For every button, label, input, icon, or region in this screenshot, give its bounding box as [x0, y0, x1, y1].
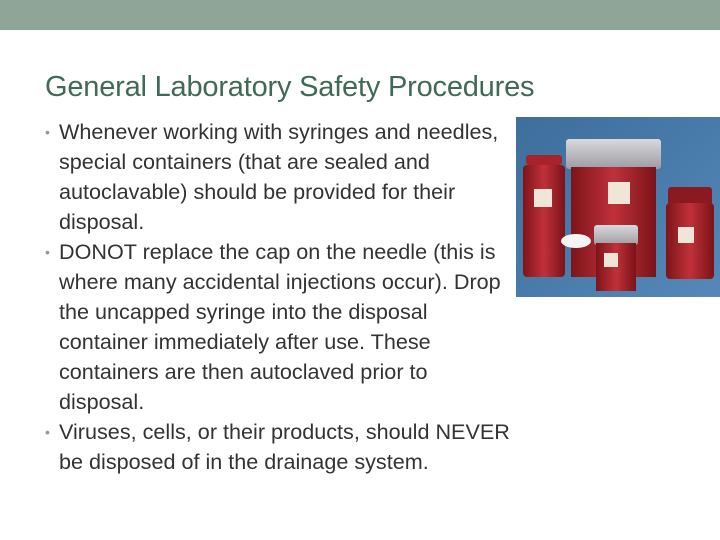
- bullet-item: [44, 417, 514, 477]
- bullet-text: Viruses, cells, or their products, should NEVER be disposed of in the drainage system.: [59, 419, 510, 474]
- bullet-list: [44, 117, 514, 477]
- sharps-containers-icon: [516, 117, 720, 297]
- bullet-text: Whenever working with syringes and needles, special containers (that are sealed and autoclavable) should be provided for their disposal.: [59, 119, 499, 234]
- bullet-item: [44, 237, 514, 417]
- sharps-containers-photo: [516, 117, 720, 297]
- slide-title: General Laboratory Safety Procedures: [45, 71, 535, 104]
- top-accent-bar: [0, 0, 720, 30]
- bullet-text: DONOT replace the cap on the needle (this is where many accidental injections occur). Drop the uncapped syringe into the disposal container immediately after use. These containers are then autoclaved prior to disposal.: [59, 239, 501, 414]
- bullet-dot-icon: •: [45, 244, 50, 260]
- bullet-dot-icon: •: [45, 124, 50, 140]
- bullet-dot-icon: •: [45, 424, 50, 440]
- bullet-item: [44, 117, 514, 237]
